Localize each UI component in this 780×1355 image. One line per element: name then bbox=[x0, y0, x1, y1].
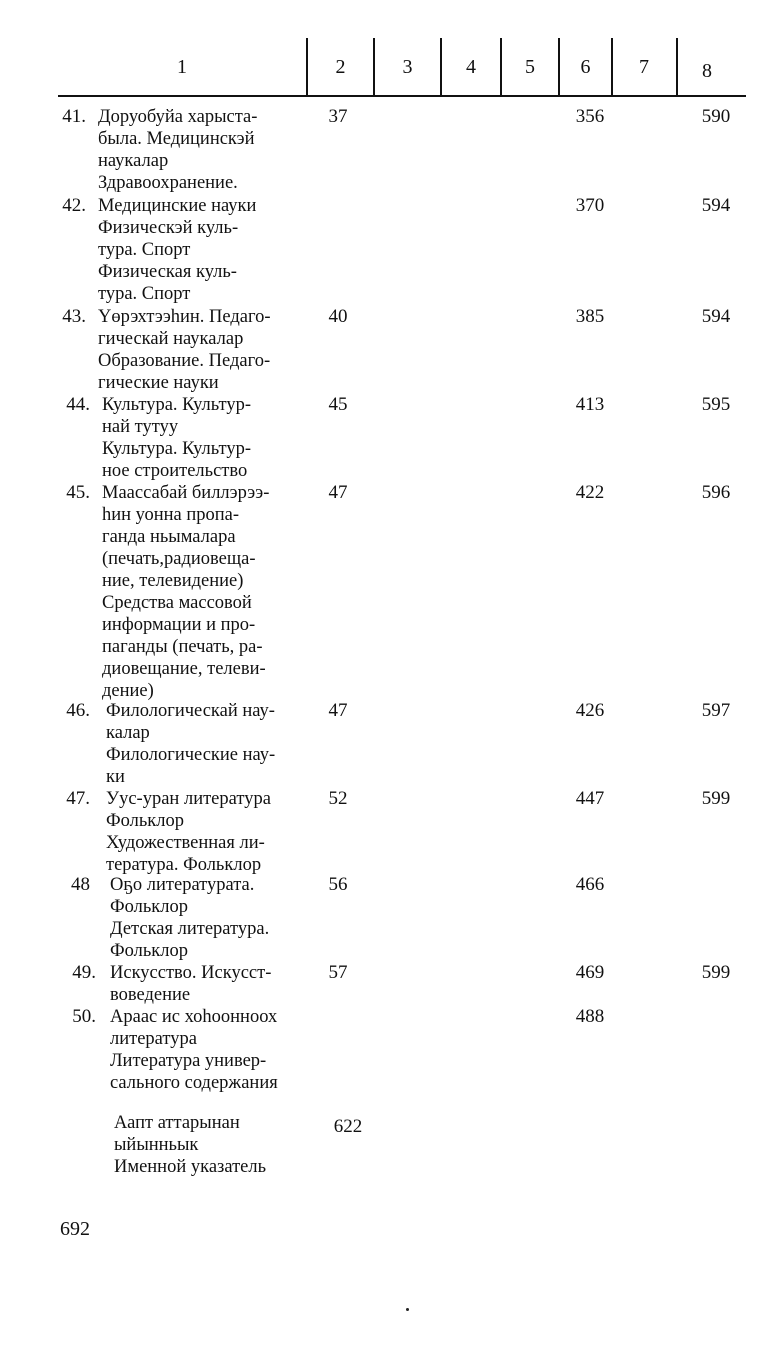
column-8-value: 590 bbox=[701, 106, 731, 127]
row-number: 49. bbox=[72, 962, 96, 983]
column-divider bbox=[676, 38, 678, 96]
row-title-line: Художественная ли- bbox=[106, 833, 265, 853]
row-number: 44. bbox=[66, 394, 90, 415]
row-title-line: Оҕо литературата. bbox=[110, 875, 255, 895]
row-title-line: ки bbox=[106, 767, 125, 787]
header-col-1: 1 bbox=[177, 55, 187, 78]
header-col-6: 6 bbox=[580, 55, 591, 78]
row-number: 47. bbox=[66, 788, 90, 809]
row-title bbox=[110, 874, 325, 962]
column-divider bbox=[440, 38, 442, 96]
row-title-line: Здравоохранение. bbox=[98, 173, 238, 193]
row-title-line: калар bbox=[106, 723, 150, 743]
row-number: 50. bbox=[72, 1006, 96, 1027]
column-2-value: 52 bbox=[328, 788, 348, 809]
print-speck bbox=[406, 1308, 409, 1311]
column-6-value: 413 bbox=[575, 394, 605, 415]
header-col-4: 4 bbox=[466, 55, 476, 78]
column-2-value: 57 bbox=[328, 962, 348, 983]
header-col-5: 5 bbox=[525, 55, 535, 78]
header-col-3: 3 bbox=[402, 55, 413, 78]
row-title-line: Араас ис хоһоонноох bbox=[110, 1007, 278, 1027]
column-8-value: 595 bbox=[701, 394, 731, 415]
row-title-line: гические науки bbox=[98, 373, 219, 393]
row-title-line: воведение bbox=[110, 985, 191, 1005]
column-6-value: 488 bbox=[575, 1006, 605, 1027]
column-8-value: 599 bbox=[701, 962, 731, 983]
row-title-line: ние, телевидение) bbox=[102, 571, 244, 591]
row-title-line: Аапт аттарынан bbox=[114, 1113, 240, 1133]
row-title-line: Фольклор bbox=[110, 897, 189, 917]
row-title-line: информации и про- bbox=[102, 615, 256, 635]
row-title bbox=[98, 106, 313, 194]
row-title-line: ганда ньымалара bbox=[102, 527, 236, 547]
column-divider bbox=[373, 38, 375, 96]
row-title-line: Культура. Культур- bbox=[102, 395, 252, 415]
row-title-line: Фольклор bbox=[106, 811, 185, 831]
row-title bbox=[114, 1112, 329, 1178]
row-title bbox=[102, 394, 317, 482]
row-title-line: Именной указатель bbox=[114, 1157, 267, 1177]
row-title-line: Культура. Культур- bbox=[102, 439, 252, 459]
column-2-value: 622 bbox=[333, 1116, 363, 1137]
row-number: 43. bbox=[62, 306, 86, 327]
column-6-value: 469 bbox=[575, 962, 605, 983]
row-title-line: тура. Спорт bbox=[98, 240, 191, 260]
column-divider bbox=[611, 38, 613, 96]
row-title-line: (печать,радиовеща- bbox=[102, 549, 256, 569]
row-title-line: Фольклор bbox=[110, 941, 189, 961]
row-title bbox=[98, 195, 313, 305]
column-2-value: 37 bbox=[328, 106, 348, 127]
row-title-line: была. Медицинскэй bbox=[98, 129, 255, 149]
row-number: 48 bbox=[71, 874, 90, 895]
column-divider bbox=[306, 38, 308, 96]
row-title-line: тература. Фольклор bbox=[106, 855, 262, 875]
row-number: 41. bbox=[62, 106, 86, 127]
row-title-line: дение) bbox=[102, 681, 154, 701]
column-8-value: 594 bbox=[701, 195, 731, 216]
row-title-line: паганды (печать, ра- bbox=[102, 637, 263, 657]
row-title-line: най тутуу bbox=[102, 417, 179, 437]
row-title-line: Доруобуйа харыста- bbox=[98, 107, 258, 127]
column-6-value: 422 bbox=[575, 482, 605, 503]
row-title-line: Образование. Педаго- bbox=[98, 351, 271, 371]
column-2-value: 56 bbox=[328, 874, 348, 895]
column-2-value: 45 bbox=[328, 394, 348, 415]
header-col-7: 7 bbox=[639, 55, 649, 78]
row-number: 42. bbox=[62, 195, 86, 216]
row-title-line: һин уонна пропа- bbox=[102, 505, 240, 525]
column-6-value: 466 bbox=[575, 874, 605, 895]
row-title-line: Физическэй куль- bbox=[98, 218, 239, 238]
row-title-line: Маассабай биллэрээ- bbox=[102, 483, 270, 503]
column-divider bbox=[500, 38, 502, 96]
column-divider bbox=[558, 38, 560, 96]
row-title bbox=[98, 306, 313, 394]
row-title bbox=[102, 482, 317, 702]
row-title-line: Физическая куль- bbox=[98, 262, 237, 282]
row-title-line: Филологические нау- bbox=[106, 745, 276, 765]
row-title-line: ное строительство bbox=[102, 461, 248, 481]
row-title-line: Средства массовой bbox=[102, 593, 252, 613]
row-title-line: тура. Спорт bbox=[98, 284, 191, 304]
row-number: 45. bbox=[66, 482, 90, 503]
column-6-value: 385 bbox=[575, 306, 605, 327]
column-2-value: 47 bbox=[328, 700, 348, 721]
row-title-line: Филологическай нау- bbox=[106, 701, 275, 721]
header-col-2: 2 bbox=[335, 55, 346, 78]
column-6-value: 447 bbox=[575, 788, 605, 809]
column-6-value: 426 bbox=[575, 700, 605, 721]
column-8-value: 594 bbox=[701, 306, 731, 327]
row-number: 46. bbox=[66, 700, 90, 721]
row-title-line: Искусство. Искусст- bbox=[110, 963, 272, 983]
row-title-line: сального содержания bbox=[110, 1073, 278, 1093]
row-title-line: литература bbox=[110, 1029, 197, 1049]
row-title-line: Үөрэхтээһин. Педаго- bbox=[98, 307, 271, 327]
row-title-line: Уус-уран литература bbox=[106, 789, 271, 809]
column-6-value: 356 bbox=[575, 106, 605, 127]
row-title-line: Медицинские науки bbox=[98, 196, 257, 216]
page-number: 692 bbox=[60, 1218, 90, 1240]
row-title bbox=[106, 788, 321, 876]
column-2-value: 47 bbox=[328, 482, 348, 503]
row-title bbox=[106, 700, 321, 788]
row-title-line: Литература универ- bbox=[110, 1051, 267, 1071]
row-title-line: гическай наукалар bbox=[98, 329, 244, 349]
row-title-line: ыйынньык bbox=[114, 1135, 199, 1155]
column-8-value: 596 bbox=[701, 482, 731, 503]
row-title bbox=[110, 1006, 325, 1094]
row-title-line: диовещание, телеви- bbox=[102, 659, 266, 679]
row-title-line: Детская литература. bbox=[110, 919, 270, 939]
header-col-8: 8 bbox=[702, 59, 712, 82]
column-8-value: 599 bbox=[701, 788, 731, 809]
column-8-value: 597 bbox=[701, 700, 731, 721]
row-title-line: наукалар bbox=[98, 151, 169, 171]
column-2-value: 40 bbox=[328, 306, 348, 327]
row-title bbox=[110, 962, 325, 1006]
column-6-value: 370 bbox=[575, 195, 605, 216]
header-rule bbox=[58, 95, 746, 97]
